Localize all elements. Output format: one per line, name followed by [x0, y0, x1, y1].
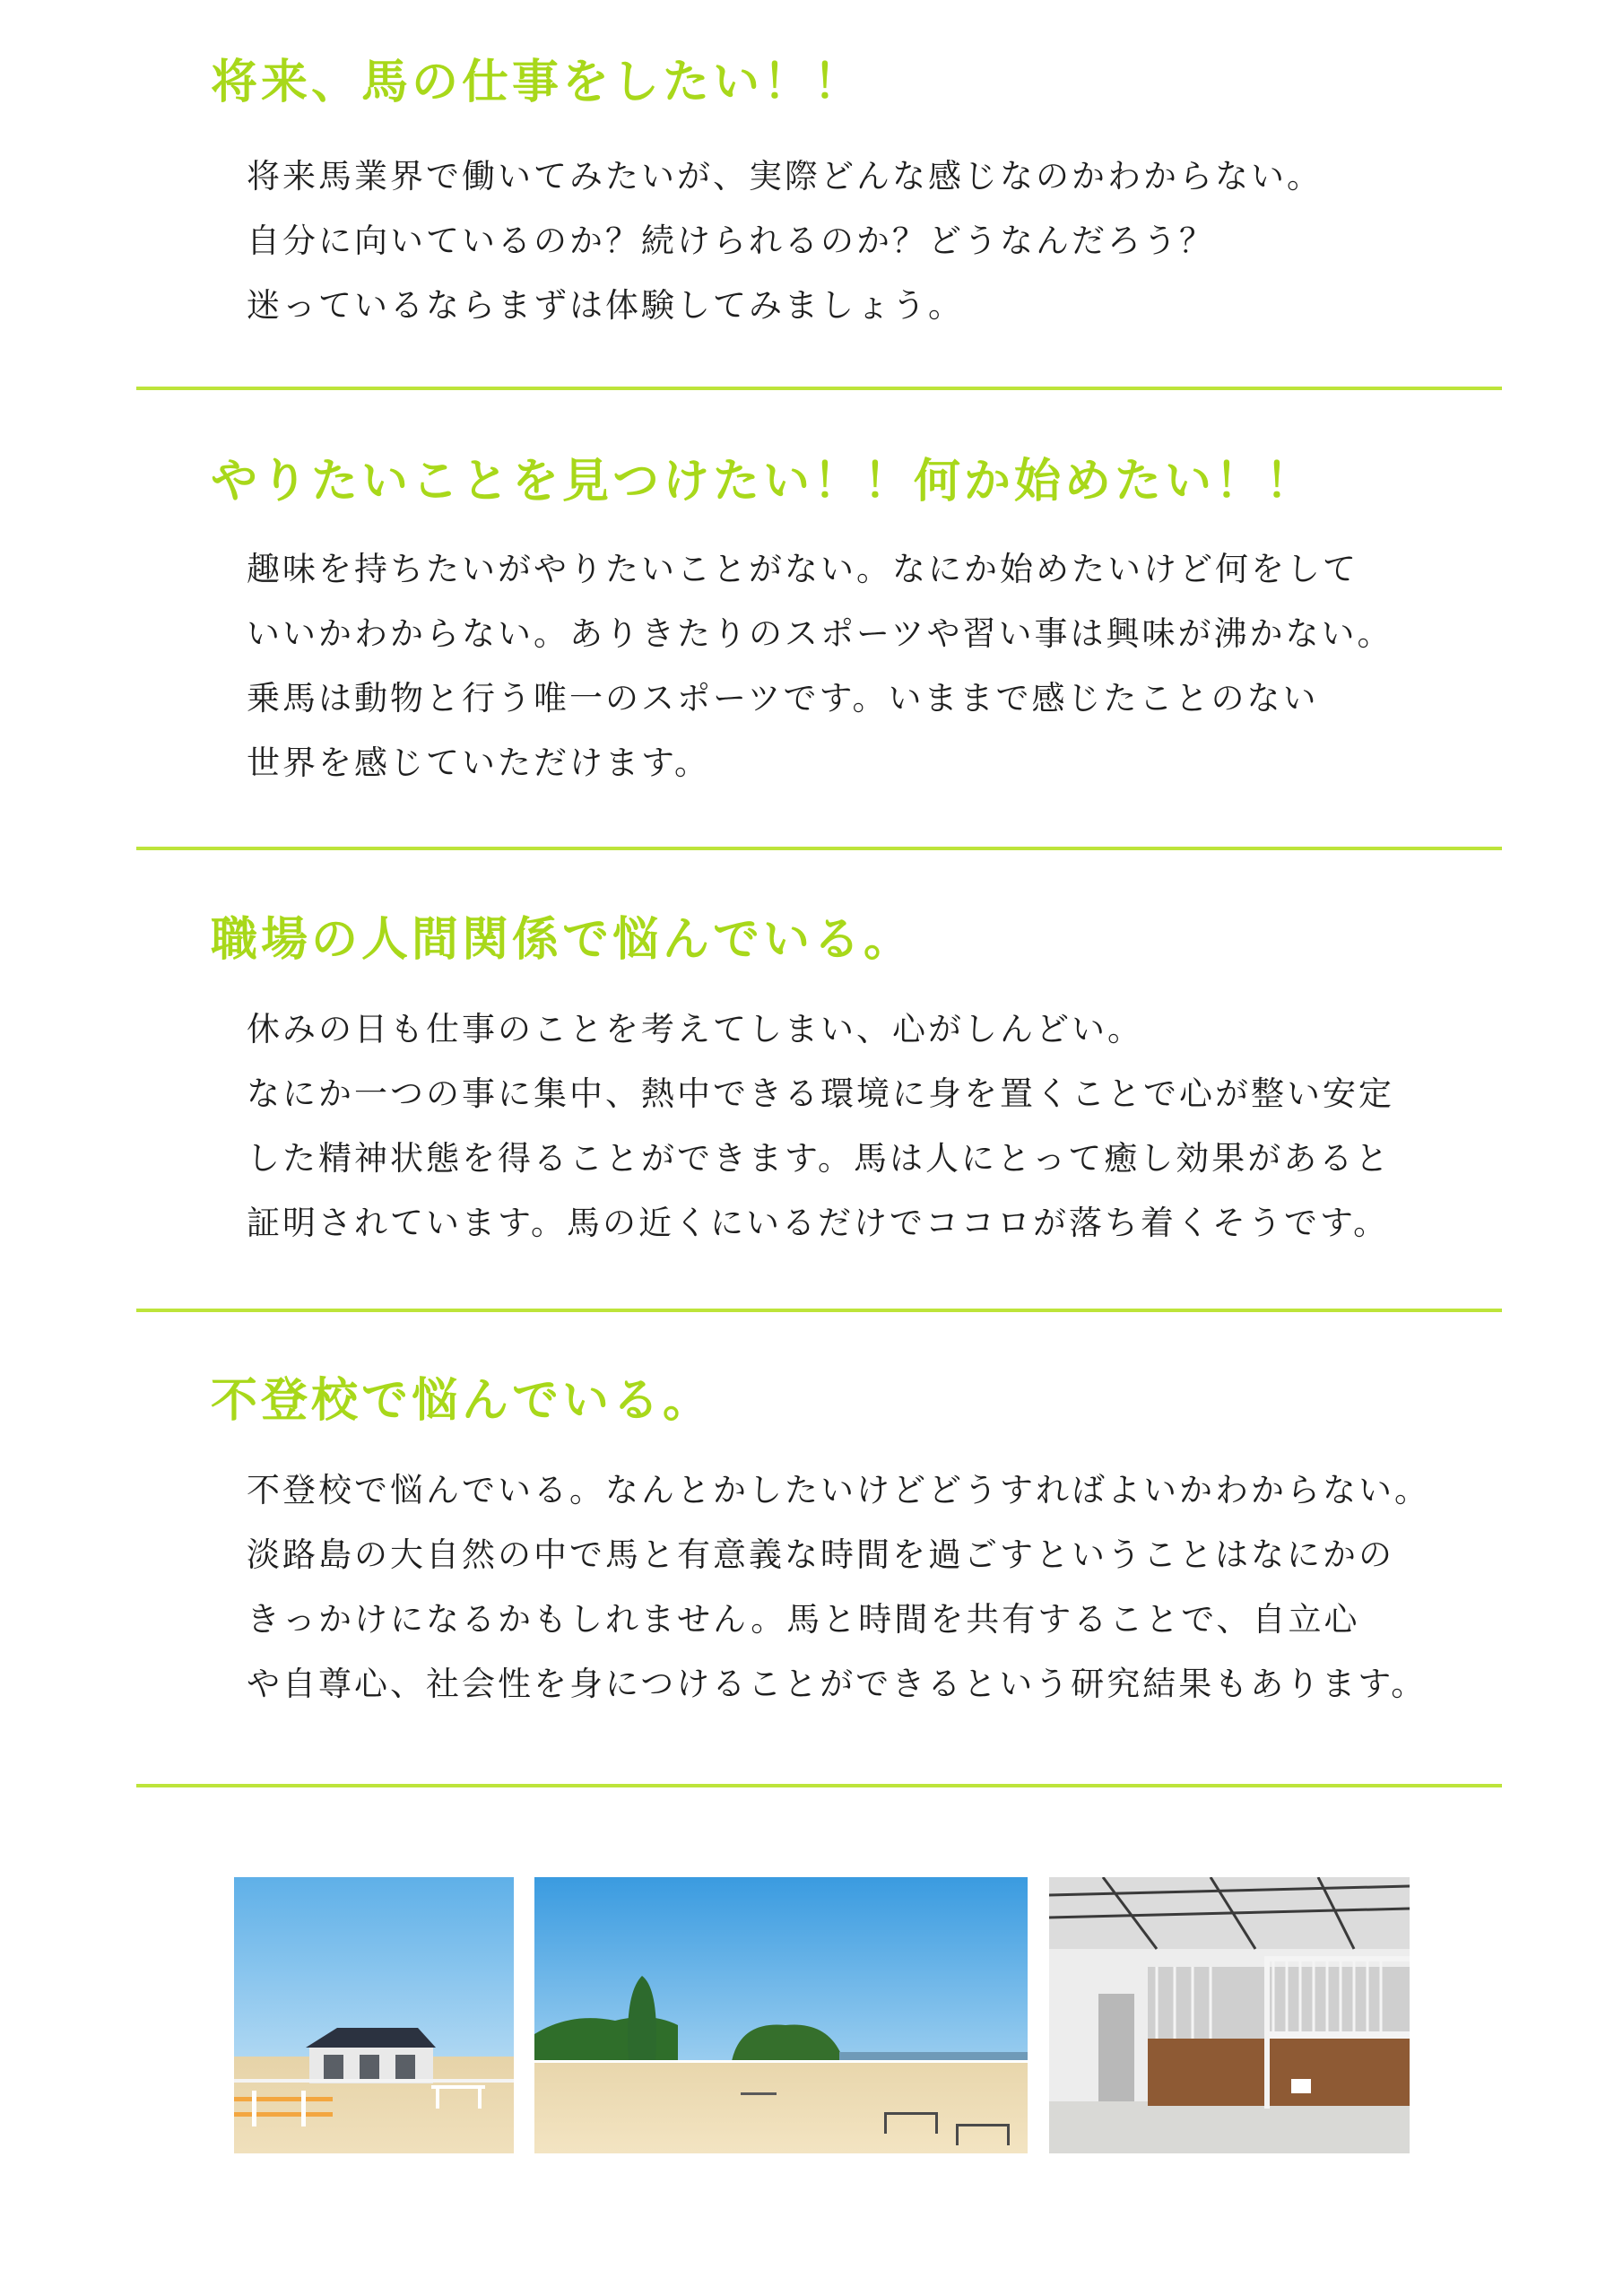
section-3-line-3: した精神状態を得ることができます。馬は人にとって癒し効果があると	[247, 1139, 1392, 1178]
section-divider	[136, 1309, 1502, 1312]
section-3-line-2: なにか一つの事に集中、熱中できる環境に身を置くことで心が整い安定	[247, 1074, 1394, 1113]
section-2-line-4: 世界を感じていただけます。	[247, 744, 711, 782]
indoor-stable-stalls-photo	[1049, 1877, 1410, 2153]
section-4-line-3: きっかけになるかもしれません。馬と時間を共有することで、自立心	[247, 1600, 1360, 1639]
section-1-line-3: 迷っているならまずは体験してみましょう。	[247, 286, 964, 325]
section-2-line-2: いいかわからない。ありきたりのスポーツや習い事は興味が沸かない。	[247, 614, 1393, 653]
riding-arena-with-barn-photo	[234, 1877, 514, 2153]
section-2-heading: やりたいことを見つけたい！！何か始めたい！！	[211, 455, 1316, 509]
section-divider	[136, 1784, 1502, 1787]
section-1-line-2: 自分に向いているのか？続けられるのか？どうなんだろう？	[247, 222, 1215, 260]
section-2-line-3: 乗馬は動物と行う唯一のスポーツです。いままで感じたことのない	[247, 679, 1319, 718]
section-4-line-4: や自尊心、社会性を身につけることができるという研究結果もあります。	[247, 1665, 1428, 1703]
section-4-line-2: 淡路島の大自然の中で馬と有意義な時間を過ごすということはなにかの	[247, 1535, 1394, 1574]
section-divider	[136, 847, 1502, 850]
section-4-heading: 不登校で悩んでいる。	[211, 1374, 714, 1428]
section-3-heading: 職場の人間関係で悩んでいる。	[211, 913, 915, 967]
section-divider	[136, 387, 1502, 390]
section-4-line-1: 不登校で悩んでいる。なんとかしたいけどどうすればよいかわからない。	[247, 1471, 1430, 1509]
open-sand-arena-photo	[534, 1877, 1028, 2153]
section-1-heading: 将来、馬の仕事をしたい！！	[211, 56, 864, 109]
section-1-line-1: 将来馬業界で働いてみたいが、実際どんな感じなのかわからない。	[247, 157, 1323, 196]
section-2-line-1: 趣味を持ちたいがやりたいことがない。なにか始めたいけど何をして	[247, 550, 1358, 588]
section-3-line-1: 休みの日も仕事のことを考えてしまい、心がしんどい。	[247, 1010, 1143, 1048]
section-3-line-4: 証明されています。馬の近くにいるだけでココロが落ち着くそうです。	[247, 1204, 1390, 1242]
